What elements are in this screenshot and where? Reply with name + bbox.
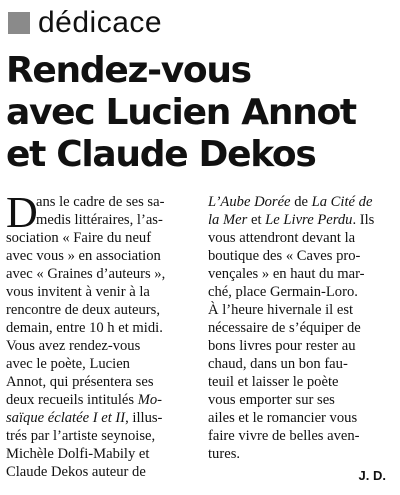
- text-fragment: deux recueils intitulés: [6, 392, 138, 408]
- text-line: Michèle Dolfi-Mabily et: [6, 446, 150, 462]
- author-signature: J. D.: [358, 468, 386, 483]
- drop-cap: D: [6, 188, 38, 237]
- text-line: ailes et le romancier vous: [208, 410, 358, 426]
- text-line: boutique des « Caves pro-: [208, 248, 361, 264]
- text-line: vous emporter sur ses: [208, 392, 335, 408]
- text-line: sociation « Faire du neuf: [6, 230, 152, 246]
- text-line: demain, entre 10 h et midi.: [6, 320, 163, 336]
- rubric-square-icon: [8, 12, 30, 34]
- text-line: tures.: [208, 446, 241, 462]
- rubric-label: dédicace: [38, 6, 163, 39]
- text-line: rencontre de deux auteurs,: [6, 302, 160, 318]
- text-line: vous invitent à venir à la: [6, 284, 150, 300]
- text-line: [6, 409, 196, 427]
- text-line: faire vivre de belles aven-: [208, 428, 360, 444]
- text-line: trés par l’artiste seynoise,: [6, 428, 156, 444]
- book-title-aube-doree: L’Aube Dorée: [208, 194, 291, 210]
- book-title-fragment: Mo-: [137, 392, 163, 408]
- text-line: [208, 211, 394, 229]
- text-fragment: et: [247, 212, 266, 228]
- headline-line: Rendez-vous: [6, 50, 251, 91]
- text-line: nécessaire de s’équiper de: [208, 320, 361, 336]
- text-line: [208, 193, 394, 211]
- book-title-mosaique: saïque éclatée I et II: [6, 410, 126, 426]
- text-line: bons livres pour rester au: [208, 338, 356, 354]
- headline-line: avec Lucien Annot: [6, 92, 356, 133]
- text-line: Claude Dekos auteur de: [6, 464, 146, 480]
- article-column-right: [208, 193, 394, 463]
- text-line: avec le poète, Lucien: [6, 356, 130, 372]
- book-title-cite-mer: La Cité de: [311, 194, 373, 210]
- text-line: À l’heure hivernale il est: [208, 302, 354, 318]
- text-line: Annot, qui présentera ses: [6, 374, 154, 390]
- text-line: ans le cadre de ses sa-: [36, 194, 165, 210]
- text-fragment: . Ils: [352, 212, 375, 228]
- text-line: medis littéraires, l’as-: [36, 212, 163, 228]
- text-line: chaud, dans un bon fau-: [208, 356, 348, 372]
- book-title-cite-mer-end: la Mer: [208, 212, 248, 228]
- text-line: avec « Graines d’auteurs »,: [6, 266, 166, 282]
- text-line: Vous avez rendez-vous: [6, 338, 141, 354]
- text-line: teuil et laisser le poète: [208, 374, 339, 390]
- text-fragment: de: [290, 194, 312, 210]
- text-line: vençales » en haut du mar-: [208, 266, 365, 282]
- section-rubric: [8, 6, 162, 40]
- text-line: [6, 391, 196, 409]
- article-column-left: [6, 188, 196, 481]
- text-fragment: , illus-: [125, 410, 163, 426]
- headline: [6, 50, 398, 176]
- text-line: ché, place Germain-Loro.: [208, 284, 358, 300]
- headline-line: et Claude Dekos: [6, 134, 316, 175]
- text-line: vous attendront devant la: [208, 230, 356, 246]
- text-line: avec vous » en association: [6, 248, 161, 264]
- book-title-livre-perdu: Le Livre Perdu: [265, 212, 353, 228]
